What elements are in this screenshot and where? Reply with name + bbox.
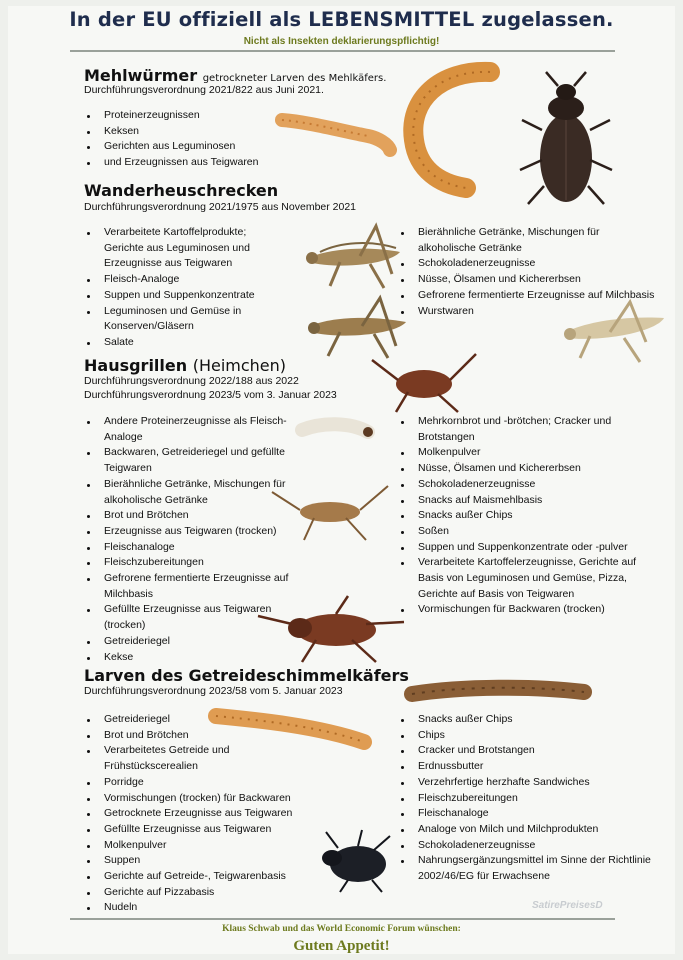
list-item: Fleischzubereitungen xyxy=(84,555,294,571)
cricket-icon xyxy=(256,594,406,664)
list-item: Gefrorene fermentierte Erzeugnisse auf Milchbasis xyxy=(398,288,658,304)
section-regulation: Durchführungsverordnung 2021/1975 aus November 2021 xyxy=(84,201,357,213)
list-getreideschimmelkaefer-right xyxy=(398,712,658,885)
list-item: Gerichten aus Leguminosen xyxy=(84,139,314,155)
grain-mould-beetle-icon xyxy=(318,828,394,892)
list-item: Snacks auf Maismehlbasis xyxy=(398,493,643,509)
list-item: Schokoladenerzeugnisse xyxy=(398,838,658,854)
list-item: Molkenpulver xyxy=(398,445,643,461)
mealworm-icon xyxy=(278,100,398,160)
list-item: Backwaren, Getreideriegel und gefüllte Teigwaren xyxy=(84,445,294,476)
list-item: Fleischzubereitungen xyxy=(398,791,658,807)
page-title: In der EU offiziell als LEBENSMITTEL zugelassen. xyxy=(69,8,614,31)
list-item: Andere Proteinerzeugnisse als Fleisch-Analoge xyxy=(84,414,294,445)
list-wanderheuschrecken-left xyxy=(84,225,284,351)
larva-icon xyxy=(296,414,376,446)
footer-line: Klaus Schwab und das World Economic Forum wünschen: xyxy=(222,924,461,934)
list-item: Erdnussbutter xyxy=(398,759,658,775)
larva-icon xyxy=(208,704,373,754)
list-item: Getreideriegel xyxy=(84,712,324,728)
list-item: Salate xyxy=(84,335,284,351)
section-title-hausgrillen: Hausgrillen (Heimchen) xyxy=(84,356,287,375)
footer-closing: Guten Appetit! xyxy=(293,938,390,954)
section-regulation: Durchführungsverordnung 2022/188 aus 2022 Durchführungsverordnung 2023/5 vom 3. Januar 2023 xyxy=(84,375,337,401)
list-item: Vormischungen für Backwaren (trocken) xyxy=(398,602,643,618)
list-item: Brot und Brötchen xyxy=(84,508,294,524)
locust-icon xyxy=(300,222,412,292)
section-title-wanderheuschrecken: Wanderheuschrecken xyxy=(84,181,279,200)
locust-icon xyxy=(560,292,670,364)
list-item: Snacks außer Chips xyxy=(398,712,658,728)
list-item: Mehrkornbrot und -brötchen; Cracker und Brotstangen xyxy=(398,414,643,445)
list-item: Bierähnliche Getränke, Mischungen für alkoholische Getränke xyxy=(398,225,658,256)
list-item: Snacks außer Chips xyxy=(398,508,643,524)
list-item: Gefrorene fermentierte Erzeugnisse auf Milchbasis xyxy=(84,571,294,602)
list-item: Chips xyxy=(398,728,658,744)
list-item: Kekse xyxy=(84,650,294,666)
list-item: Wurstwaren xyxy=(398,304,658,320)
list-item: Soßen xyxy=(398,524,643,540)
list-item: Suppen und Suppenkonzentrate xyxy=(84,288,284,304)
list-item: Cracker und Brotstangen xyxy=(398,743,658,759)
list-item: Erzeugnisse aus Teigwaren (trocken) xyxy=(84,524,294,540)
list-item: Gerichte auf Getreide-, Teigwarenbasis xyxy=(84,869,324,885)
list-item: Verarbeitete Kartoffelprodukte; Gerichte aus Leguminosen und Erzeugnisse aus Teigwaren xyxy=(84,225,284,272)
section-regulation: Durchführungsverordnung 2023/58 vom 5. Januar 2023 xyxy=(84,685,343,697)
list-item: Brot und Brötchen xyxy=(84,728,324,744)
page-subtitle: Nicht als Insekten deklarierungspflichtig! xyxy=(243,36,440,47)
list-item: Fleischanaloge xyxy=(398,806,658,822)
list-item: Schokoladenerzeugnisse xyxy=(398,477,643,493)
list-item: Verzehrfertige herzhafte Sandwiches xyxy=(398,775,658,791)
list-item: Leguminosen und Gemüse in Konserven/Gläsern xyxy=(84,304,284,335)
watermark: SatirePreisesD xyxy=(532,900,603,911)
list-item: Gefüllte Erzeugnisse aus Teigwaren (trocken) xyxy=(84,602,294,633)
list-item: Proteinerzeugnissen xyxy=(84,108,314,124)
section-regulation: Durchführungsverordnung 2021/822 aus Juni 2021. xyxy=(84,84,324,96)
list-item: Nüsse, Ölsamen und Kichererbsen xyxy=(398,461,643,477)
larva-icon xyxy=(404,676,594,712)
list-item: und Erzeugnissen aus Teigwaren xyxy=(84,155,314,171)
list-item: Verarbeitete Kartoffelerzeugnisse, Gerichte auf Basis von Leguminosen und Gemüse, Pizza, Gerichte auf Basis von Teigwaren xyxy=(398,555,643,602)
list-item: Schokoladenerzeugnisse xyxy=(398,256,658,272)
list-item: Nahrungsergänzungsmittel im Sinne der Richtlinie 2002/46/EG für Erwachsene xyxy=(398,853,658,884)
divider xyxy=(70,918,615,920)
list-item: Nudeln xyxy=(84,900,324,916)
list-item: Getreideriegel xyxy=(84,634,294,650)
list-item: Verarbeitetes Getreide und Frühstückscerealien xyxy=(84,743,324,774)
list-item: Bierähnliche Getränke, Mischungen für alkoholische Getränke xyxy=(84,477,294,508)
list-item: Porridge xyxy=(84,775,324,791)
list-item: Suppen xyxy=(84,853,324,869)
cricket-icon xyxy=(368,352,478,414)
list-item: Getrocknete Erzeugnisse aus Teigwaren xyxy=(84,806,324,822)
section-title-getreideschimmelkaefer: Larven des Getreideschimmelkäfers xyxy=(84,666,409,685)
list-item: Gefüllte Erzeugnisse aus Teigwaren xyxy=(84,822,324,838)
list-item: Analoge von Milch und Milchprodukten xyxy=(398,822,658,838)
mealworm-curved-icon xyxy=(400,60,510,200)
list-item: Molkenpulver xyxy=(84,838,324,854)
list-item: Keksen xyxy=(84,124,314,140)
divider xyxy=(70,50,615,52)
list-item: Fleischanaloge xyxy=(84,540,294,556)
list-item: Suppen und Suppenkonzentrate oder -pulver xyxy=(398,540,643,556)
list-item: Gerichte auf Pizzabasis xyxy=(84,885,324,901)
beetle-icon xyxy=(518,70,613,210)
section-title-mehlwuermer: Mehlwürmer getrockneter Larven des Mehlkäfers. xyxy=(84,66,387,85)
list-item: Nüsse, Ölsamen und Kichererbsen xyxy=(398,272,658,288)
cricket-icon xyxy=(270,482,390,542)
list-item: Vormischungen (trocken) für Backwaren xyxy=(84,791,324,807)
list-hausgrillen-right xyxy=(398,414,643,618)
list-item: Fleisch-Analoge xyxy=(84,272,284,288)
